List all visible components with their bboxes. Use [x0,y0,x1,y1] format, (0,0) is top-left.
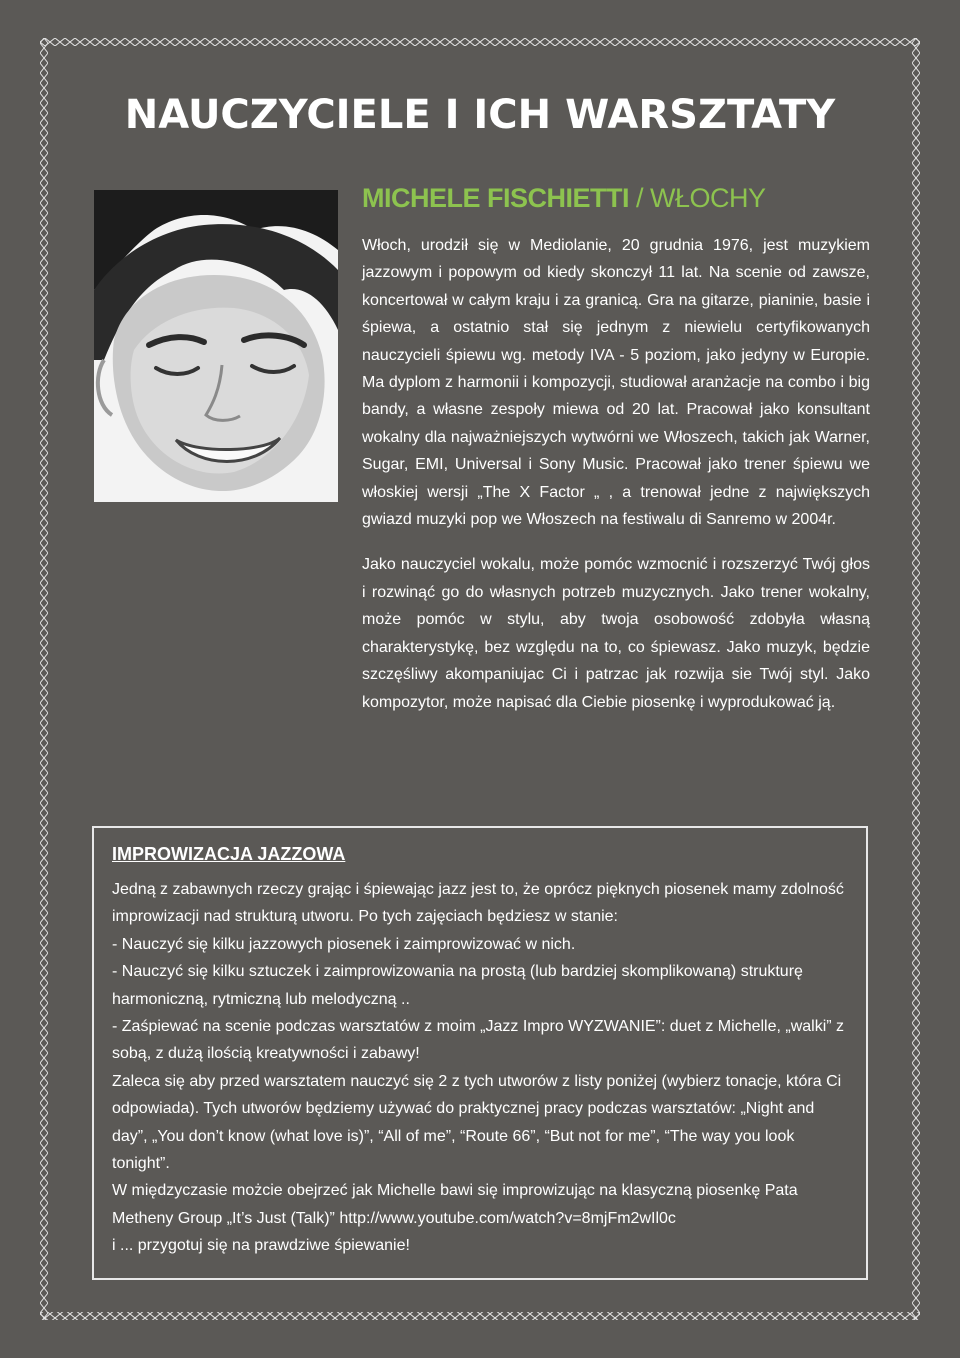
bio-paragraph: Jako nauczyciel wokalu, może pomóc wzmocnić i rozszerzyć Twój głos i rozwinąć go do własnych potrzeb muzycznych. Jako trener wokalny, może pomóc w stylu, aby twoja osobowość zdobyła własną charakterystykę, bez względu na to, co śpiewasz. Jako muzyk, będzie szczęśliwy akompaniujac Ci i patrzac jak rozwija sie Twój styl. Jako kompozytor, może napisać dla Ciebie piosenkę i wyprodukować ją. [362,556,870,711]
workshop-line: - Nauczyć się kilku sztuczek i zaimprowizowania na prostą (lub bardziej skomplikowaną) strukturę harmoniczną, rytmiczną lub melodyczną .. [112,963,803,1008]
page-title: NAUCZYCIELE I ICH WARSZTATY [124,92,836,138]
workshop-description [112,876,852,1260]
teacher-name-heading [362,183,766,214]
workshop-line: W międzyczasie możcie obejrzeć jak Michelle bawi się improwizując na klasyczną piosenkę Pata Metheny Group „It’s Just (Talk)” http://www.youtube.com/watch?v=8mjFm2wIl0c [112,1182,798,1227]
bio-paragraph: Włoch, urodził się w Mediolanie, 20 grudnia 1976, jest muzykiem jazzowym i popowym od kiedy skonczył 11 lat. Na scenie od zawsze, koncertował w całym kraju i za granicą. Gra na gitarze, pianinie, basie i śpiewa, a ostatnio stał się jednym z niewielu certyfikowanych nauczycieli śpiewu wg. metody IVA - 5 poziom, jako jedyny w Europie. Ma dyplom z harmonii i kompozycji, studiował aranżacje na combo i big bandy, a własne zespoły miewa od 20 lat. Pracował jako konsultant wokalny dla najważniejszych wytwórni we Włoszech, takich jak Warner, Sugar, EMI, Universal i Sony Music. Pracował jako trener śpiewu we włoskiej wersji „The X Factor „ , a trenował jedne z największych gwiazd muzyki pop we Włoszech na festiwalu di Sanremo w 2004r. [362,237,870,529]
workshop-line: Zaleca się aby przed warsztatem nauczyć się 2 z tych utworów z listy poniżej (wybierz tonacje, która Ci odpowiada). Tych utworów będziemy używać do praktycznej pracy podczas warsztatów: „Night and day”, „You don’t know (what love is)”, “All of me”, “Route 66”, “But not for me”, “The way you look tonight”. [112,1072,842,1173]
workshop-line: i ... przygotuj się na prawdziwe śpiewanie! [112,1237,410,1255]
workshop-box [92,826,868,1280]
teacher-portrait-photo [94,190,338,502]
teacher-name: MICHELE FISCHIETTI [362,183,629,213]
workshop-line: - Nauczyć się kilku jazzowych piosenek i zaimprowizować w nich. [112,935,576,953]
workshop-line: - Zaśpiewać na scenie podczas warsztatów z moim „Jazz Impro WYZWANIE”: duet z Michelle, „walki” z sobą, z dużą ilością kreatywności i zabawy! [112,1018,845,1063]
workshop-title: IMPROWIZACJA JAZZOWA [112,844,346,864]
workshop-line: Jedną z zabawnych rzeczy grając i śpiewając jazz jest to, że oprócz pięknych piosenek mamy zdolność improwizacji nad strukturą utworu. Po tych zajęciach będziesz w stanie: [112,881,844,926]
teacher-country: / WŁOCHY [629,183,766,213]
teacher-bio [362,232,870,716]
portrait-illustration [94,190,338,502]
